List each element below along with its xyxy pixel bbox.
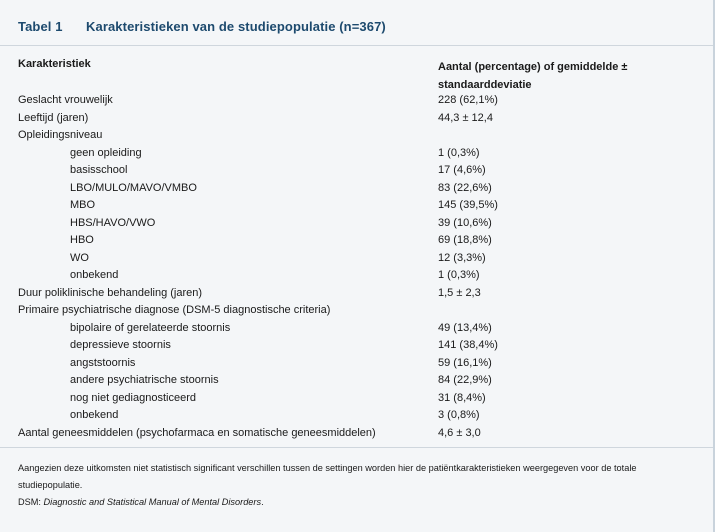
row-value: 84 (22,9%)	[438, 374, 492, 386]
table-row	[0, 232, 715, 250]
row-label: WO	[70, 251, 89, 264]
table-row	[0, 215, 715, 233]
row-value: 141 (38,4%)	[438, 339, 498, 351]
table-title	[18, 19, 386, 34]
table-row	[0, 197, 715, 215]
row-label: HBO	[70, 234, 94, 246]
row-label: Aantal geneesmiddelen (psychofarmaca en somatische geneesmiddelen)	[18, 426, 376, 439]
table-row	[0, 425, 715, 443]
row-label: Geslacht vrouwelijk	[18, 94, 113, 106]
row-value: 1 (0,3%)	[438, 269, 480, 281]
table-row	[0, 355, 715, 373]
table-title-text: Karakteristieken van de studiepopulatie (n=367)	[86, 19, 386, 34]
row-value: 83 (22,6%)	[438, 181, 492, 194]
table-row	[0, 372, 715, 390]
column-header-characteristic: Karakteristiek	[18, 58, 91, 70]
footnote-dsm-title: Diagnostic and Statistical Manual of Mental Disorders	[43, 497, 262, 507]
table-row	[0, 145, 715, 163]
table-row	[0, 337, 715, 355]
row-value: 59 (16,1%)	[438, 356, 492, 369]
table-row	[0, 390, 715, 408]
row-label: geen opleiding	[70, 146, 142, 159]
bottom-divider	[0, 447, 715, 448]
footnote-dsm-prefix: DSM:	[18, 497, 44, 507]
row-value: 49 (13,4%)	[438, 321, 492, 334]
row-value: 31 (8,4%)	[438, 391, 486, 404]
row-value: 4,6 ± 3,0	[438, 426, 481, 439]
row-value: 1 (0,3%)	[438, 146, 480, 159]
table-row	[0, 407, 715, 425]
row-value: 17 (4,6%)	[438, 164, 486, 176]
row-label: MBO	[70, 199, 96, 211]
row-value: 228 (62,1%)	[438, 94, 498, 106]
row-label: basisschool	[70, 164, 128, 176]
row-value: 44,3 ± 12,4	[438, 111, 493, 124]
table-row	[0, 250, 715, 268]
row-label: Leeftijd (jaren)	[18, 111, 89, 124]
table-number: Tabel 1	[18, 19, 63, 34]
row-value: 3 (0,8%)	[438, 409, 480, 421]
table-row	[0, 162, 715, 180]
footnote-settings: Aangezien deze uitkomsten niet statistisch significant verschillen tussen de settingen worden hier de patiëntkarakteristieken weergegeven voor de totale studiepopulatie.	[18, 463, 637, 490]
footnote-dsm-suffix: .	[261, 497, 264, 507]
table-footnotes	[18, 460, 698, 511]
table-row	[0, 320, 715, 338]
row-label: HBS/HAVO/VWO	[70, 216, 156, 229]
table-row	[0, 302, 715, 320]
table-row	[0, 285, 715, 303]
row-value: 145 (39,5%)	[438, 199, 498, 211]
row-value: 1,5 ± 2,3	[438, 286, 481, 299]
row-value: 12 (3,3%)	[438, 251, 486, 264]
table-row	[0, 180, 715, 198]
row-value: 39 (10,6%)	[438, 216, 492, 229]
row-label: Primaire psychiatrische diagnose (DSM-5 diagnostische criteria)	[18, 304, 331, 316]
row-label: Opleidingsniveau	[18, 129, 103, 141]
table-row	[0, 110, 715, 128]
table-row	[0, 127, 715, 145]
row-label: bipolaire of gerelateerde stoornis	[70, 321, 231, 334]
top-divider	[0, 45, 715, 46]
footnote-dsm	[18, 494, 698, 511]
table-row	[0, 267, 715, 285]
row-label: depressieve stoornis	[70, 339, 171, 351]
column-header-value: Aantal (percentage) of gemiddelde ± standaarddeviatie	[438, 61, 628, 91]
row-label: onbekend	[70, 269, 119, 281]
table-body	[0, 92, 715, 442]
row-value: 69 (18,8%)	[438, 234, 492, 246]
row-label: angststoornis	[70, 356, 136, 369]
row-label: onbekend	[70, 409, 119, 421]
row-label: Duur poliklinische behandeling (jaren)	[18, 286, 203, 299]
row-label: nog niet gediagnosticeerd	[70, 391, 196, 404]
row-label: LBO/MULO/MAVO/VMBO	[70, 181, 197, 194]
table-row	[0, 92, 715, 110]
row-label: andere psychiatrische stoornis	[70, 374, 219, 386]
